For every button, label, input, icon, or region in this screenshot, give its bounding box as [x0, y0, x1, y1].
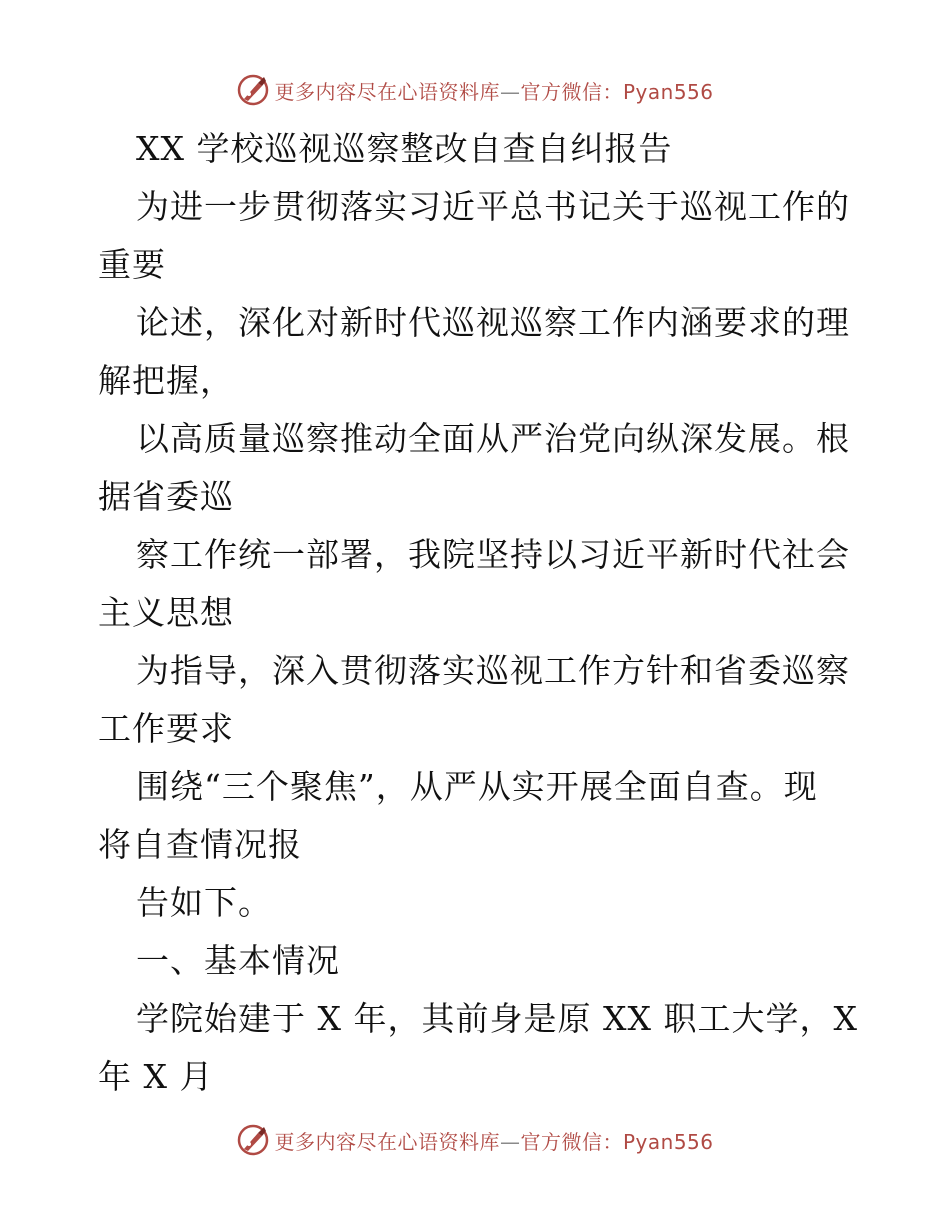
quill-pen-logo-icon: [236, 73, 270, 107]
watermark-separator: —: [499, 79, 521, 104]
watermark-separator: —: [499, 1129, 521, 1154]
section-heading: 一、基本情况: [136, 941, 340, 980]
document-line: 据省委巡: [98, 477, 234, 516]
watermark-header: [0, 70, 950, 110]
document-line: 将自查情况报: [98, 825, 302, 864]
document-line: 年 X 月: [98, 1057, 214, 1096]
quill-pen-logo-icon: [236, 1123, 270, 1157]
document-line: 论述，深化对新时代巡视巡察工作内涵要求的理: [136, 303, 850, 342]
document-line: 以高质量巡察推动全面从严治党向纵深发展。根: [136, 419, 850, 458]
watermark-main-text: 更多内容尽在心语资料库: [274, 79, 500, 104]
watermark-sub-text: 官方微信：: [520, 1129, 623, 1154]
watermark-main-text: 更多内容尽在心语资料库: [274, 1129, 500, 1154]
document-line: 为进一步贯彻落实习近平总书记关于巡视工作的: [136, 187, 850, 226]
document-line: 为指导，深入贯彻落实巡视工作方针和省委巡察: [136, 651, 850, 690]
document-title: XX 学校巡视巡察整改自查自纠报告: [136, 129, 673, 168]
document-line: 围绕“三个聚焦”，从严从实开展全面自查。现: [136, 767, 818, 806]
document-line: 察工作统一部署，我院坚持以习近平新时代社会: [136, 535, 850, 574]
document-line: 重要: [98, 245, 166, 284]
watermark-wechat-id: Pyan556: [622, 79, 714, 104]
document-line: 主义思想: [98, 593, 234, 632]
document-body: [98, 120, 858, 1106]
document-line: 告如下。: [136, 883, 272, 922]
watermark-wechat-id: Pyan556: [622, 1129, 714, 1154]
document-line: 学院始建于 X 年，其前身是原 XX 职工大学，X: [136, 999, 858, 1038]
document-line: 工作要求: [98, 709, 234, 748]
document-line: 解把握，: [98, 361, 234, 400]
watermark-text: [274, 1126, 713, 1155]
watermark-sub-text: 官方微信：: [520, 79, 623, 104]
watermark-footer: [0, 1120, 950, 1160]
watermark-text: [274, 76, 713, 105]
